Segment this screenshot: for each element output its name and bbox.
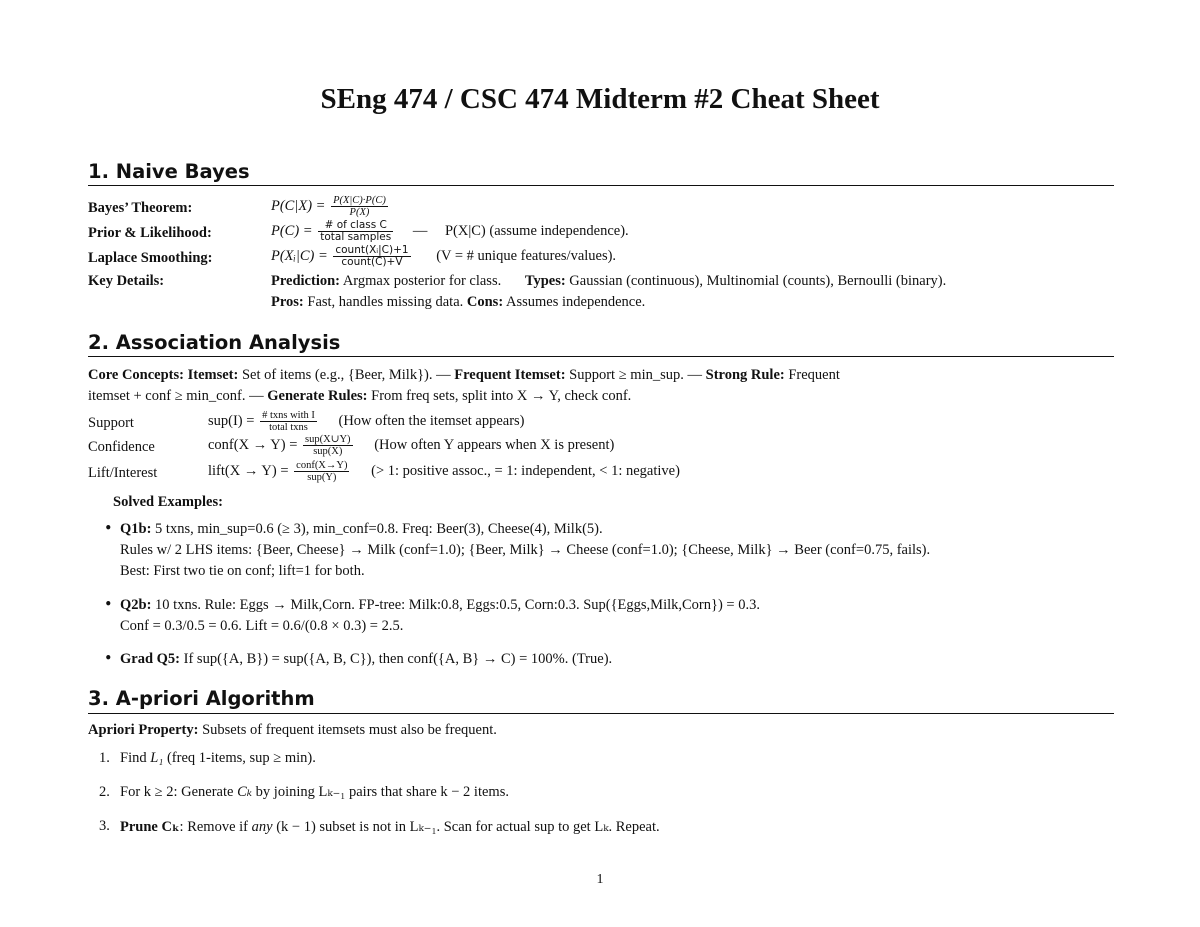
support-num: # txns with I (262, 410, 315, 421)
core-concepts-line1 (88, 367, 840, 384)
prior-rest: P(X|C) (assume independence). (444, 222, 629, 239)
key-details-line1 (271, 273, 946, 290)
laplace-rest: (V = # unique features/values). (436, 247, 617, 264)
section-rule (88, 713, 1114, 714)
step-number: 2. (99, 784, 110, 800)
confidence-den: sup(X) (313, 446, 343, 457)
lift-note: (> 1: positive assoc., = 1: independent, < 1: negative) (371, 462, 680, 479)
page-title: SEng 474 / CSC 474 Midterm #2 Cheat Sheet (320, 83, 880, 115)
step-1-pre: Find (120, 750, 151, 766)
bayes-fraction (331, 195, 388, 218)
q1-text1: 5 txns, min_sup=0.6 (≥ 3), min_conf=0.8. Freq: Beer(3), Cheese(4), Milk(5). (155, 521, 603, 537)
lift-lhs: lift(X → Y) = (208, 462, 289, 479)
support-fraction (260, 410, 317, 433)
bayes-den: P(X) (349, 207, 370, 218)
line2-text: itemset + conf ≥ min_conf. — (88, 388, 264, 404)
step-number: 1. (99, 750, 110, 766)
pros-bold: Pros: (271, 294, 304, 310)
lift-fraction (294, 460, 349, 483)
q2-text1: 10 txns. Rule: Eggs → Milk,Corn. FP-tree: Milk:0.8, Eggs:0.5, Corn:0.3. Sup({Eggs,Milk,Corn}) = 0.3. (155, 597, 760, 613)
section-rule (88, 185, 1114, 186)
q2-line2: Conf = 0.3/0.5 = 0.6. Lift = 0.6/(0.8 × 0.3) = 2.5. (120, 618, 404, 634)
bullet-icon: • (104, 597, 113, 613)
confidence-num: sup(X∪Y) (305, 434, 351, 445)
support-den: total txns (269, 422, 308, 433)
prediction-bold: Prediction: (271, 273, 340, 289)
q1-line1 (120, 521, 603, 538)
bayes-label: Bayes’ Theorem: (88, 200, 193, 216)
lift-label: Lift/Interest (88, 465, 158, 481)
key-details-label: Key Details: (88, 273, 165, 289)
step-number: 3. (99, 818, 110, 834)
confidence-lhs: conf(X → Y) = (208, 436, 298, 453)
bullet-icon: • (104, 521, 113, 537)
itemset-bold: Itemset: (187, 367, 239, 383)
strong-bold: Strong Rule: (705, 367, 785, 383)
section-rule (88, 356, 1114, 357)
frequent-bold: Frequent Itemset: (454, 367, 566, 383)
laplace-label: Laplace Smoothing: (88, 250, 213, 266)
laplace-num: count(Xᵢ|C)+1 (335, 244, 409, 256)
prior-label: Prior & Likelihood: (88, 225, 212, 241)
support-label: Support (88, 415, 134, 431)
laplace-den: count(C)+V (341, 256, 403, 268)
apriori-property (88, 722, 497, 739)
step-2-post: by joining Lₖ₋₁ pairs that share k − 2 items. (252, 784, 509, 800)
step-2-symbol: Cₖ (237, 784, 253, 800)
core-concepts-line2 (88, 388, 631, 405)
key-details-line2 (271, 294, 645, 311)
step-3 (120, 818, 660, 836)
laplace-formula (271, 245, 616, 268)
q1-bold: Q1b: (120, 521, 152, 537)
step-3-bold: Prune Cₖ (120, 819, 180, 835)
lift-formula (208, 460, 680, 483)
generate-text: From freq sets, split into X → Y, check conf. (371, 388, 632, 404)
step-1-post: (freq 1-items, sup ≥ min). (163, 750, 316, 766)
page-number: 1 (596, 872, 604, 887)
laplace-fraction (333, 245, 410, 268)
prior-den: total samples (320, 231, 392, 243)
q1-line2: Rules w/ 2 LHS items: {Beer, Cheese} → Milk (conf=1.0); {Beer, Milk} → Cheese (conf=1.0); {Cheese, Milk} → Beer (conf=0.75, fails). (120, 542, 931, 558)
step-3-pre: : Remove if (179, 819, 252, 835)
itemset-text: Set of items (e.g., {Beer, Milk}). — (241, 367, 451, 383)
apriori-property-text: Subsets of frequent itemsets must also be frequent. (202, 722, 497, 738)
pros-text: Fast, handles missing data. (307, 294, 464, 310)
prior-sep: — (412, 222, 428, 239)
support-note: (How often the itemset appears) (338, 412, 525, 429)
prior-num: # of class C (318, 220, 393, 232)
confidence-note: (How often Y appears when X is present) (374, 436, 615, 453)
confidence-formula (208, 434, 614, 457)
support-lhs: sup(I) = (208, 412, 255, 429)
lift-num: conf(X→Y) (296, 460, 348, 471)
prior-lhs: P(C) = (271, 222, 313, 239)
step-3-post: (k − 1) subset is not in Lₖ₋₁. Scan for actual sup to get Lₖ. Repeat. (272, 819, 660, 835)
types-bold: Types: (524, 273, 566, 289)
prior-formula (271, 220, 629, 243)
laplace-lhs: P(Xᵢ|C) = (271, 247, 328, 264)
bayes-formula (271, 195, 390, 218)
cons-bold: Cons: (466, 294, 504, 310)
q2-line1 (120, 597, 760, 614)
core-bold: Core Concepts: (88, 367, 184, 383)
section-heading-naive-bayes: 1. Naive Bayes (88, 160, 250, 183)
cons-text: Assumes independence. (505, 294, 646, 310)
apriori-property-bold: Apriori Property: (88, 722, 199, 738)
q5-bold: Grad Q5: (120, 651, 181, 667)
section-heading-association: 2. Association Analysis (88, 331, 341, 354)
prediction-text: Argmax posterior for class. (342, 273, 502, 289)
q5-text: If sup({A, B}) = sup({A, B, C}), then conf({A, B} → C) = 100%. (True). (183, 651, 613, 667)
step-1 (120, 750, 316, 767)
section-heading-apriori: 3. A-priori Algorithm (88, 687, 315, 710)
support-formula (208, 410, 525, 433)
step-3-emphasis: any (251, 819, 273, 835)
step-1-symbol: L₁ (150, 750, 164, 766)
bullet-icon: • (104, 651, 113, 667)
bayes-lhs: P(C|X) = (271, 197, 326, 214)
generate-bold: Generate Rules: (267, 388, 368, 404)
frequent-text: Support ≥ min_sup. — (569, 367, 702, 383)
strong-text: Frequent (788, 367, 840, 383)
step-2-pre: For k ≥ 2: Generate (120, 784, 238, 800)
step-2 (120, 784, 509, 801)
confidence-fraction (303, 434, 353, 457)
q1-line3: Best: First two tie on conf; lift=1 for both. (120, 563, 365, 579)
types-text: Gaussian (continuous), Multinomial (counts), Bernoulli (binary). (569, 273, 947, 289)
lift-den: sup(Y) (307, 472, 337, 483)
q5-line (120, 651, 612, 668)
q2-bold: Q2b: (120, 597, 152, 613)
solved-examples-heading: Solved Examples: (113, 494, 223, 510)
confidence-label: Confidence (88, 439, 155, 455)
prior-fraction (318, 220, 393, 243)
bayes-num: P(X|C)·P(C) (333, 195, 386, 206)
